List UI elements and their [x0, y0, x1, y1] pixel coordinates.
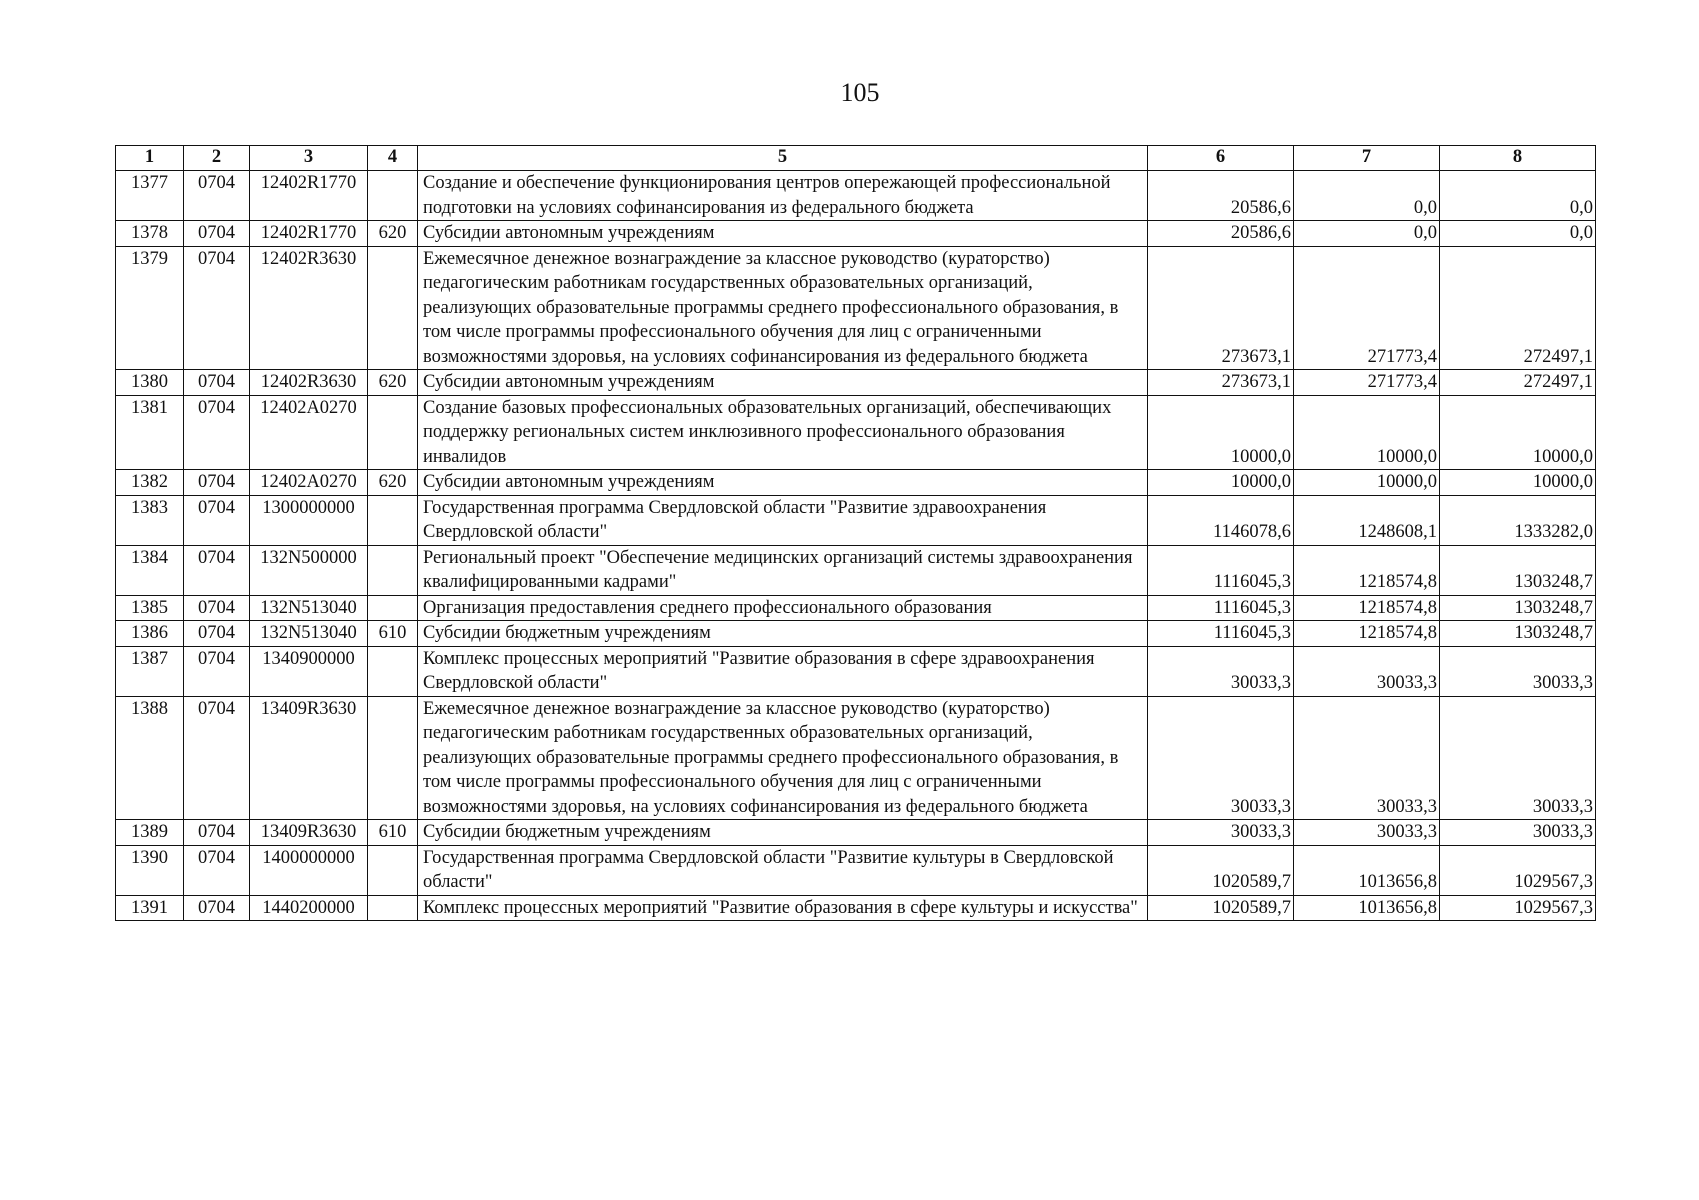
row-number: 1387	[116, 646, 184, 696]
amount-col-8: 10000,0	[1440, 395, 1596, 470]
amount-col-6: 10000,0	[1148, 395, 1294, 470]
amount-col-6: 20586,6	[1148, 171, 1294, 221]
amount-col-7: 271773,4	[1294, 246, 1440, 370]
expense-type-code	[368, 395, 418, 470]
target-code: 13409R3630	[250, 820, 368, 846]
amount-col-8: 30033,3	[1440, 646, 1596, 696]
amount-col-7: 1013656,8	[1294, 895, 1440, 921]
item-description: Субсидии автономным учреждениям	[418, 470, 1148, 496]
section-code: 0704	[184, 595, 250, 621]
item-description: Государственная программа Свердловской области "Развитие здравоохранения Свердловской области"	[418, 495, 1148, 545]
amount-col-6: 1020589,7	[1148, 895, 1294, 921]
target-code: 12402R3630	[250, 246, 368, 370]
table-row	[116, 646, 1596, 696]
amount-col-8: 1303248,7	[1440, 621, 1596, 647]
expense-type-code: 620	[368, 470, 418, 496]
section-code: 0704	[184, 395, 250, 470]
amount-col-6: 1116045,3	[1148, 595, 1294, 621]
column-header: 3	[250, 146, 368, 171]
section-code: 0704	[184, 545, 250, 595]
amount-col-8: 1303248,7	[1440, 545, 1596, 595]
amount-col-7: 271773,4	[1294, 370, 1440, 396]
amount-col-6: 273673,1	[1148, 246, 1294, 370]
row-number: 1388	[116, 696, 184, 820]
item-description: Субсидии автономным учреждениям	[418, 221, 1148, 247]
amount-col-7: 30033,3	[1294, 696, 1440, 820]
table-row	[116, 171, 1596, 221]
section-code: 0704	[184, 370, 250, 396]
target-code: 132N513040	[250, 621, 368, 647]
item-description: Ежемесячное денежное вознаграждение за классное руководство (кураторство) педагогическим работникам государственных образовательных организаций, реализующих образовательные программы среднего профессионального образования, в том числе программы профессионального обучения для лиц с ограниченными возможностями здоровья, на условиях софинансирования из федерального бюджета	[418, 246, 1148, 370]
row-number: 1385	[116, 595, 184, 621]
amount-col-7: 10000,0	[1294, 470, 1440, 496]
amount-col-8: 1029567,3	[1440, 895, 1596, 921]
column-header: 8	[1440, 146, 1596, 171]
expense-type-code: 610	[368, 820, 418, 846]
table-row	[116, 370, 1596, 396]
amount-col-7: 1013656,8	[1294, 845, 1440, 895]
section-code: 0704	[184, 895, 250, 921]
row-number: 1377	[116, 171, 184, 221]
expense-type-code: 610	[368, 621, 418, 647]
column-header: 4	[368, 146, 418, 171]
amount-col-7: 30033,3	[1294, 646, 1440, 696]
section-code: 0704	[184, 621, 250, 647]
amount-col-8: 1303248,7	[1440, 595, 1596, 621]
amount-col-7: 1248608,1	[1294, 495, 1440, 545]
expense-type-code	[368, 895, 418, 921]
table-row	[116, 246, 1596, 370]
target-code: 1340900000	[250, 646, 368, 696]
row-number: 1384	[116, 545, 184, 595]
row-number: 1380	[116, 370, 184, 396]
amount-col-7: 1218574,8	[1294, 545, 1440, 595]
target-code: 13409R3630	[250, 696, 368, 820]
column-header: 7	[1294, 146, 1440, 171]
section-code: 0704	[184, 820, 250, 846]
item-description: Государственная программа Свердловской области "Развитие культуры в Свердловской области"	[418, 845, 1148, 895]
expense-type-code	[368, 845, 418, 895]
expense-type-code	[368, 545, 418, 595]
target-code: 12402R1770	[250, 221, 368, 247]
row-number: 1391	[116, 895, 184, 921]
amount-col-8: 30033,3	[1440, 820, 1596, 846]
row-number: 1381	[116, 395, 184, 470]
expense-type-code	[368, 495, 418, 545]
item-description: Комплекс процессных мероприятий "Развитие образования в сфере культуры и искусства"	[418, 895, 1148, 921]
amount-col-8: 1333282,0	[1440, 495, 1596, 545]
target-code: 1400000000	[250, 845, 368, 895]
table-row	[116, 845, 1596, 895]
target-code: 12402A0270	[250, 470, 368, 496]
item-description: Организация предоставления среднего профессионального образования	[418, 595, 1148, 621]
row-number: 1378	[116, 221, 184, 247]
column-header: 2	[184, 146, 250, 171]
section-code: 0704	[184, 246, 250, 370]
amount-col-6: 273673,1	[1148, 370, 1294, 396]
column-header: 5	[418, 146, 1148, 171]
page-number: 105	[840, 78, 880, 107]
amount-col-7: 1218574,8	[1294, 595, 1440, 621]
table-header-row	[116, 146, 1596, 171]
target-code: 12402R1770	[250, 171, 368, 221]
section-code: 0704	[184, 171, 250, 221]
column-header: 1	[116, 146, 184, 171]
amount-col-7: 0,0	[1294, 171, 1440, 221]
budget-table	[115, 145, 1596, 921]
expense-type-code	[368, 246, 418, 370]
amount-col-6: 1020589,7	[1148, 845, 1294, 895]
row-number: 1383	[116, 495, 184, 545]
target-code: 12402R3630	[250, 370, 368, 396]
target-code: 132N513040	[250, 595, 368, 621]
item-description: Ежемесячное денежное вознаграждение за классное руководство (кураторство) педагогическим работникам государственных образовательных организаций, реализующих образовательные программы среднего профессионального образования, в том числе программы профессионального обучения для лиц с ограниченными возможностями здоровья, на условиях софинансирования из федерального бюджета	[418, 696, 1148, 820]
section-code: 0704	[184, 495, 250, 545]
table-row	[116, 470, 1596, 496]
amount-col-7: 0,0	[1294, 221, 1440, 247]
item-description: Создание базовых профессиональных образовательных организаций, обеспечивающих поддержку региональных систем инклюзивного профессионального образования инвалидов	[418, 395, 1148, 470]
target-code: 1440200000	[250, 895, 368, 921]
table-row	[116, 696, 1596, 820]
amount-col-8: 30033,3	[1440, 696, 1596, 820]
column-header: 6	[1148, 146, 1294, 171]
item-description: Субсидии автономным учреждениям	[418, 370, 1148, 396]
item-description: Субсидии бюджетным учреждениям	[418, 820, 1148, 846]
item-description: Комплекс процессных мероприятий "Развитие образования в сфере здравоохранения Свердловской области"	[418, 646, 1148, 696]
table-row	[116, 595, 1596, 621]
amount-col-7: 30033,3	[1294, 820, 1440, 846]
amount-col-6: 1146078,6	[1148, 495, 1294, 545]
item-description: Субсидии бюджетным учреждениям	[418, 621, 1148, 647]
expense-type-code	[368, 171, 418, 221]
row-number: 1386	[116, 621, 184, 647]
expense-type-code	[368, 696, 418, 820]
target-code: 132N500000	[250, 545, 368, 595]
amount-col-8: 1029567,3	[1440, 845, 1596, 895]
expense-type-code: 620	[368, 370, 418, 396]
amount-col-8: 10000,0	[1440, 470, 1596, 496]
row-number: 1389	[116, 820, 184, 846]
table-row	[116, 395, 1596, 470]
section-code: 0704	[184, 470, 250, 496]
amount-col-7: 1218574,8	[1294, 621, 1440, 647]
amount-col-8: 272497,1	[1440, 246, 1596, 370]
amount-col-6: 10000,0	[1148, 470, 1294, 496]
table-row	[116, 545, 1596, 595]
amount-col-6: 1116045,3	[1148, 621, 1294, 647]
amount-col-7: 10000,0	[1294, 395, 1440, 470]
table-row	[116, 621, 1596, 647]
amount-col-6: 30033,3	[1148, 696, 1294, 820]
table-row	[116, 820, 1596, 846]
table-row	[116, 495, 1596, 545]
amount-col-6: 20586,6	[1148, 221, 1294, 247]
amount-col-8: 0,0	[1440, 221, 1596, 247]
amount-col-6: 1116045,3	[1148, 545, 1294, 595]
item-description: Региональный проект "Обеспечение медицинских организаций системы здравоохранения квалифицированными кадрами"	[418, 545, 1148, 595]
amount-col-6: 30033,3	[1148, 646, 1294, 696]
row-number: 1379	[116, 246, 184, 370]
section-code: 0704	[184, 221, 250, 247]
target-code: 1300000000	[250, 495, 368, 545]
section-code: 0704	[184, 696, 250, 820]
table-row	[116, 221, 1596, 247]
amount-col-8: 272497,1	[1440, 370, 1596, 396]
section-code: 0704	[184, 646, 250, 696]
item-description: Создание и обеспечение функционирования центров опережающей профессиональной подготовки на условиях софинансирования из федерального бюджета	[418, 171, 1148, 221]
target-code: 12402A0270	[250, 395, 368, 470]
section-code: 0704	[184, 845, 250, 895]
table-row	[116, 895, 1596, 921]
amount-col-8: 0,0	[1440, 171, 1596, 221]
expense-type-code	[368, 595, 418, 621]
row-number: 1382	[116, 470, 184, 496]
amount-col-6: 30033,3	[1148, 820, 1294, 846]
expense-type-code: 620	[368, 221, 418, 247]
row-number: 1390	[116, 845, 184, 895]
expense-type-code	[368, 646, 418, 696]
